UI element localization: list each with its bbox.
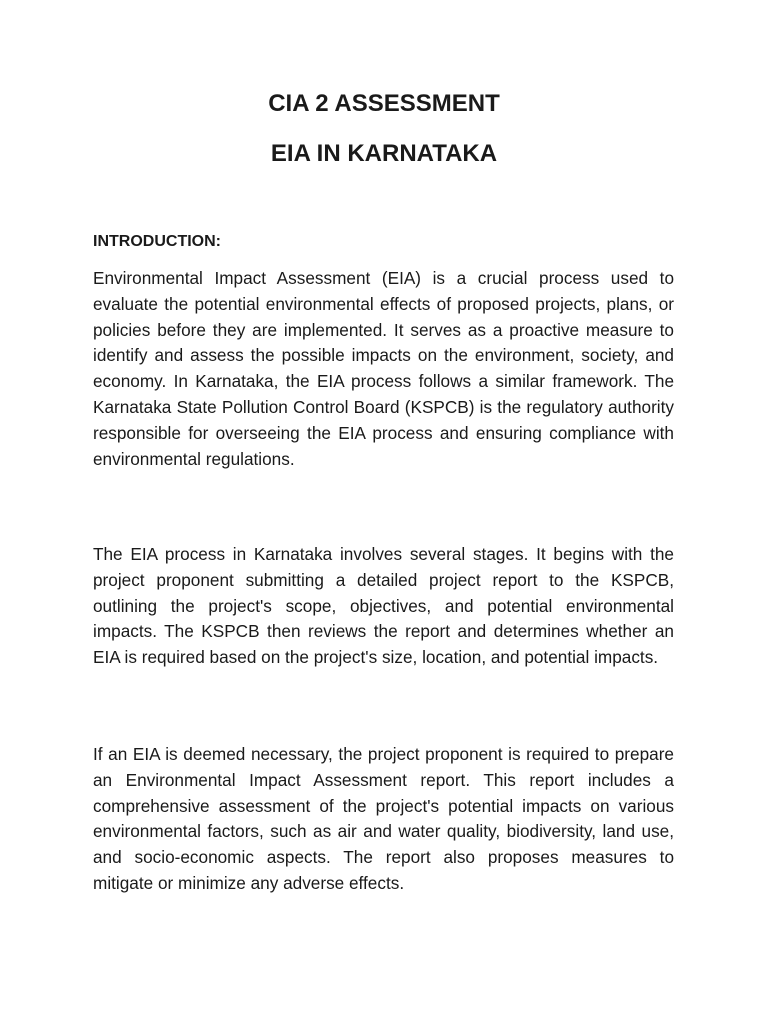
paragraph-1: Environmental Impact Assessment (EIA) is a crucial process used to evaluate the potential environmental effects of proposed projects, plans, or policies before they are implemented. It serves as a proactive measure to identify and assess the possible impacts on the environment, society, and economy. In Karnataka, the EIA process follows a similar framework. The Karnataka State Pollution Control Board (KSPCB) is the regulatory authority responsible for overseeing the EIA process and ensuring compliance with environmental regulations. bbox=[93, 268, 674, 469]
section-heading-introduction: INTRODUCTION: bbox=[93, 233, 221, 250]
document-title: CIA 2 ASSESSMENT bbox=[268, 90, 500, 117]
paragraph-3: If an EIA is deemed necessary, the project proponent is required to prepare an Environmental Impact Assessment report. This report includes a comprehensive assessment of the project's potential impacts on various environmental factors, such as air and water quality, biodiversity, land use, and socio-economic aspects. The report also proposes measures to mitigate or minimize any adverse effects. bbox=[93, 744, 674, 893]
paragraph-2: The EIA process in Karnataka involves several stages. It begins with the project proponent submitting a detailed project report to the KSPCB, outlining the project's scope, objectives, and potential environmental impacts. The KSPCB then reviews the report and determines whether an EIA is required based on the project's size, location, and potential impacts. bbox=[93, 544, 674, 668]
document-subtitle: EIA IN KARNATAKA bbox=[270, 140, 498, 167]
